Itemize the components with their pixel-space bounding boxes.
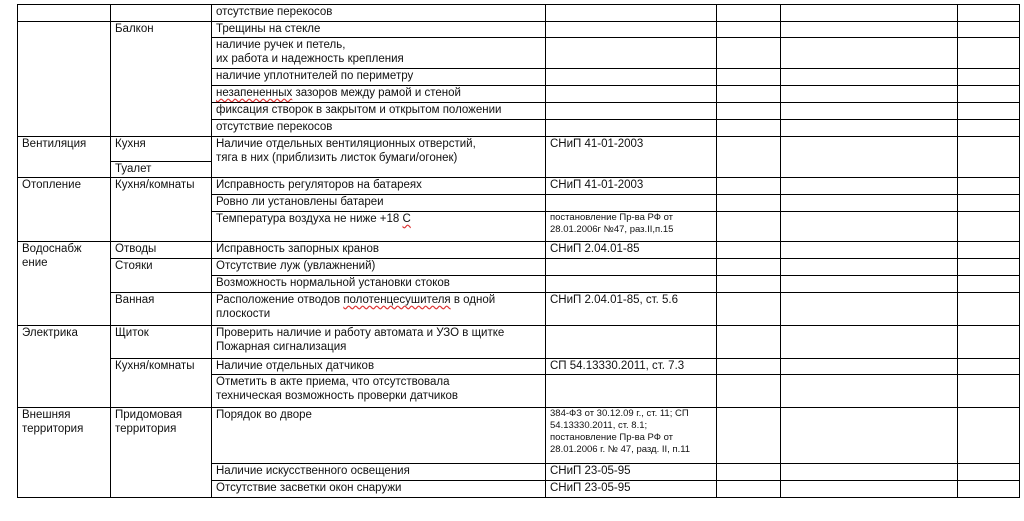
system-cell — [18, 22, 111, 137]
empty-cell — [717, 195, 781, 212]
requirement-text-part: незапененных — [216, 87, 293, 99]
empty-cell — [958, 464, 1020, 481]
element-cell: Туалет — [111, 162, 212, 178]
empty-cell — [958, 375, 1020, 408]
norm-cell — [546, 375, 717, 408]
empty-cell — [717, 103, 781, 120]
empty-cell — [781, 120, 958, 137]
empty-cell — [958, 481, 1020, 498]
empty-cell — [717, 178, 781, 195]
norm-cell: СП 54.13330.2011, ст. 7.3 — [546, 359, 717, 375]
empty-cell — [781, 326, 958, 359]
element-cell: Ванная — [111, 293, 212, 326]
requirement-cell: Порядок во дворе — [212, 408, 546, 464]
norm-cell: СНиП 23-05-95 — [546, 464, 717, 481]
empty-cell — [781, 69, 958, 86]
empty-cell — [717, 22, 781, 38]
empty-cell — [717, 375, 781, 408]
empty-cell — [717, 137, 781, 178]
system-cell — [18, 5, 111, 22]
empty-cell — [717, 464, 781, 481]
empty-cell — [958, 178, 1020, 195]
empty-cell — [781, 242, 958, 259]
element-cell: Балкон — [111, 22, 212, 137]
norm-cell: СНиП 2.04.01-85 — [546, 242, 717, 259]
empty-cell — [958, 408, 1020, 464]
norm-cell — [546, 276, 717, 293]
empty-cell — [717, 293, 781, 326]
requirement-cell: Наличие искусственного освещения — [212, 464, 546, 481]
table-row — [18, 408, 1020, 464]
empty-cell — [781, 375, 958, 408]
empty-cell — [781, 22, 958, 38]
norm-cell — [546, 38, 717, 69]
requirement-cell — [212, 212, 546, 242]
requirement-cell: Проверить наличие и работу автомата и УЗО в щитке Пожарная сигнализация — [212, 326, 546, 359]
empty-cell — [781, 5, 958, 22]
system-cell: Водоснабж ение — [18, 242, 111, 326]
empty-cell — [958, 22, 1020, 38]
empty-cell — [781, 38, 958, 69]
norm-cell — [546, 86, 717, 103]
empty-cell — [781, 276, 958, 293]
empty-cell — [781, 259, 958, 276]
requirement-cell: Наличие отдельных датчиков — [212, 359, 546, 375]
table-row — [18, 5, 1020, 22]
requirement-text-part: Расположение отводов — [216, 294, 344, 306]
norm-cell — [546, 103, 717, 120]
system-cell: Отопление — [18, 178, 111, 242]
empty-cell — [717, 38, 781, 69]
empty-cell — [958, 242, 1020, 259]
empty-cell — [717, 408, 781, 464]
norm-cell — [546, 22, 717, 38]
element-cell: Отводы — [111, 242, 212, 259]
empty-cell — [717, 86, 781, 103]
norm-cell: СНиП 2.04.01-85, ст. 5.6 — [546, 293, 717, 326]
empty-cell — [781, 195, 958, 212]
norm-cell: СНиП 23-05-95 — [546, 481, 717, 498]
requirement-cell — [212, 86, 546, 103]
table-row — [18, 242, 1020, 259]
element-cell: Кухня — [111, 137, 212, 162]
empty-cell — [717, 120, 781, 137]
element-cell — [111, 5, 212, 22]
empty-cell — [781, 359, 958, 375]
table-row — [18, 259, 1020, 276]
empty-cell — [958, 103, 1020, 120]
empty-cell — [717, 481, 781, 498]
empty-cell — [958, 69, 1020, 86]
norm-cell — [546, 326, 717, 359]
table-row — [18, 293, 1020, 326]
empty-cell — [781, 212, 958, 242]
empty-cell — [958, 38, 1020, 69]
requirement-cell: Исправность регуляторов на батареях — [212, 178, 546, 195]
norm-cell — [546, 195, 717, 212]
empty-cell — [717, 5, 781, 22]
inspection-table — [17, 4, 1020, 498]
norm-cell: СНиП 41-01-2003 — [546, 178, 717, 195]
requirement-text-part: в одной плоскости — [216, 294, 496, 320]
empty-cell — [717, 326, 781, 359]
table-row — [18, 359, 1020, 375]
requirement-text-part: зазоров между рамой и стеной — [292, 87, 461, 99]
requirement-cell: Исправность запорных кранов — [212, 242, 546, 259]
requirement-cell: Трещины на стекле — [212, 22, 546, 38]
requirement-cell: Наличие отдельных вентиляционных отверстий, тяга в них (приблизить листок бумаги/огонек) — [212, 137, 546, 178]
norm-cell: 384-ФЗ от 30.12.09 г., ст. 11; СП 54.13330.2011, ст. 8.1; постановление Пр-ва РФ от 28.01.2006 г. № 47, разд. II, п.11 — [546, 408, 717, 464]
table-row — [18, 22, 1020, 38]
requirement-text-part: С — [402, 213, 411, 225]
empty-cell — [717, 69, 781, 86]
empty-cell — [717, 276, 781, 293]
empty-cell — [781, 481, 958, 498]
empty-cell — [958, 293, 1020, 326]
requirement-cell: наличие уплотнителей по периметру — [212, 69, 546, 86]
table-row — [18, 326, 1020, 359]
system-cell: Вентиляция — [18, 137, 111, 178]
empty-cell — [781, 103, 958, 120]
table-row — [18, 137, 1020, 162]
requirement-cell: Отметить в акте приема, что отсутствовала техническая возможность проверки датчиков — [212, 375, 546, 408]
empty-cell — [781, 408, 958, 464]
system-cell: Электрика — [18, 326, 111, 408]
norm-cell — [546, 69, 717, 86]
requirement-cell: наличие ручек и петель, их работа и надежность крепления — [212, 38, 546, 69]
empty-cell — [958, 212, 1020, 242]
element-cell: Кухня/комнаты — [111, 359, 212, 408]
empty-cell — [717, 359, 781, 375]
norm-cell: постановление Пр-ва РФ от 28.01.2006г №47, раз.II,п.15 — [546, 212, 717, 242]
requirement-cell: Отсутствие луж (увлажнений) — [212, 259, 546, 276]
requirement-cell: отсутствие перекосов — [212, 5, 546, 22]
norm-cell — [546, 5, 717, 22]
norm-cell: СНиП 41-01-2003 — [546, 137, 717, 178]
empty-cell — [781, 86, 958, 103]
requirement-cell: Возможность нормальной установки стоков — [212, 276, 546, 293]
requirement-cell: отсутствие перекосов — [212, 120, 546, 137]
element-cell: Щиток — [111, 326, 212, 359]
empty-cell — [717, 212, 781, 242]
empty-cell — [958, 276, 1020, 293]
empty-cell — [781, 178, 958, 195]
empty-cell — [958, 195, 1020, 212]
table-row — [18, 178, 1020, 195]
requirement-text-part: Температура воздуха не ниже +18 — [216, 213, 403, 225]
requirement-text-part: полотенцесушителя — [343, 294, 451, 306]
empty-cell — [958, 326, 1020, 359]
empty-cell — [958, 86, 1020, 103]
empty-cell — [958, 120, 1020, 137]
requirement-cell — [212, 293, 546, 326]
requirement-cell: Отсутствие засветки окон снаружи — [212, 481, 546, 498]
requirement-cell: фиксация створок в закрытом и открытом положении — [212, 103, 546, 120]
empty-cell — [958, 5, 1020, 22]
empty-cell — [781, 464, 958, 481]
empty-cell — [958, 259, 1020, 276]
empty-cell — [717, 242, 781, 259]
element-cell: Кухня/комнаты — [111, 178, 212, 242]
empty-cell — [717, 259, 781, 276]
norm-cell — [546, 120, 717, 137]
element-cell: Стояки — [111, 259, 212, 293]
empty-cell — [958, 137, 1020, 178]
empty-cell — [781, 137, 958, 178]
element-cell: Придомовая территория — [111, 408, 212, 498]
requirement-cell: Ровно ли установлены батареи — [212, 195, 546, 212]
empty-cell — [781, 293, 958, 326]
system-cell: Внешняя территория — [18, 408, 111, 498]
norm-cell — [546, 259, 717, 276]
empty-cell — [958, 359, 1020, 375]
